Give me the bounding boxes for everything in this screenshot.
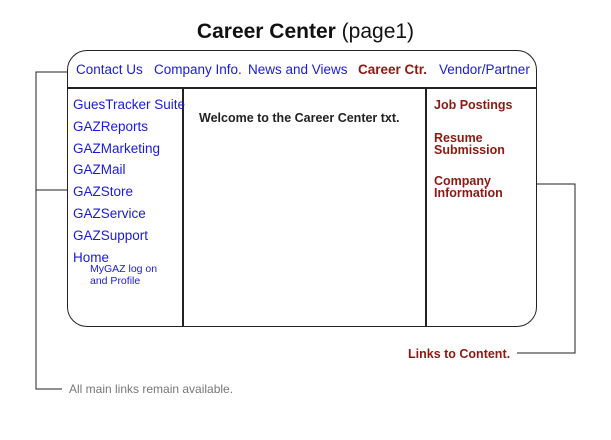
main-links-note: All main links remain available. xyxy=(69,382,234,396)
sidebar-item-gazreports[interactable]: GAZReports xyxy=(73,119,149,134)
sidebar-item-gazstore[interactable]: GAZStore xyxy=(73,184,134,199)
link-job-postings-label: Job Postings xyxy=(434,98,513,112)
sidebar-item-home[interactable]: Home xyxy=(73,250,110,265)
sidebar-item-guestracker-suite[interactable]: GuesTracker Suite xyxy=(73,97,186,112)
link-resume-line1: Resume xyxy=(434,131,483,145)
link-company-line1: Company xyxy=(434,174,491,188)
sidebar-subitem-line1: MyGAZ log on xyxy=(90,263,158,275)
nav-contact-us[interactable]: Contact Us xyxy=(76,62,143,77)
sidebar-item-gazsupport[interactable]: GAZSupport xyxy=(73,228,149,243)
link-resume-line2: Submission xyxy=(434,143,505,157)
welcome-text: Welcome to the Career Center txt. xyxy=(199,111,400,125)
nav-company-info[interactable]: Company Info. xyxy=(154,62,242,77)
page-title-main: Career Center xyxy=(196,20,336,43)
page-title-suffix: (page1) xyxy=(341,20,415,43)
nav-vendor-partner[interactable]: Vendor/Partner xyxy=(439,62,530,77)
nav-career-center[interactable]: Career Ctr. xyxy=(358,62,428,77)
sidebar-item-gazservice[interactable]: GAZService xyxy=(73,206,146,221)
links-to-content-note: Links to Content. xyxy=(408,347,511,361)
link-company-line2: Information xyxy=(434,186,503,200)
sidebar-item-gazmarketing[interactable]: GAZMarketing xyxy=(73,141,161,156)
nav-news-and-views[interactable]: News and Views xyxy=(248,62,348,77)
sidebar-subitem-line2: and Profile xyxy=(90,275,141,287)
sidebar-item-gazmail[interactable]: GAZMail xyxy=(73,162,126,177)
